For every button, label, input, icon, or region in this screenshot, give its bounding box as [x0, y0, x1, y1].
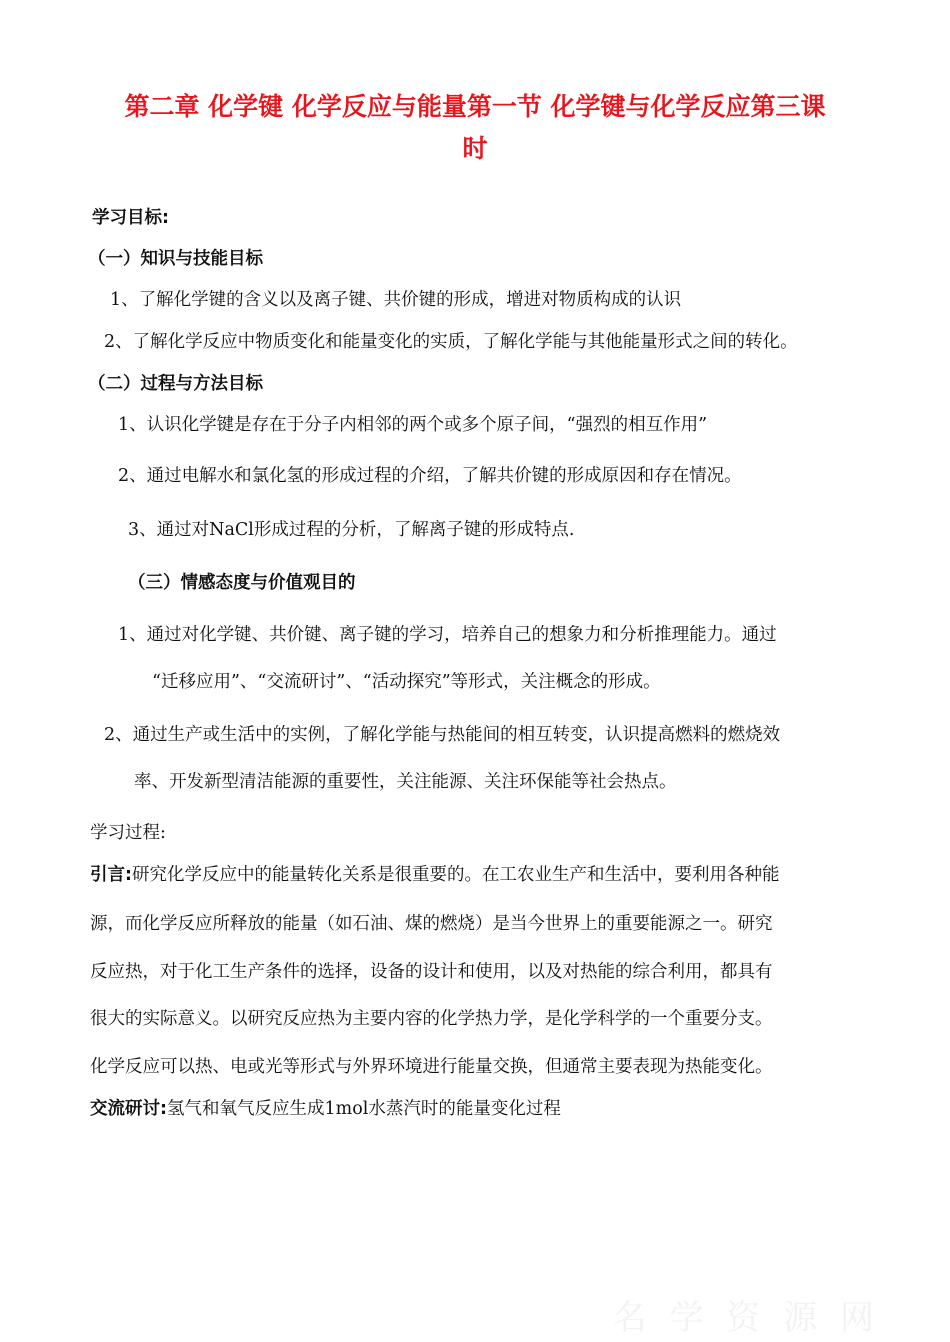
discussion-label: 交流研讨:	[90, 1099, 167, 1119]
intro-label: 引言:	[90, 865, 132, 885]
intro-paragraph-line-3: 反应热，对于化工生产条件的选择，设备的设计和使用，以及对热能的综合利用，都具有	[90, 962, 773, 982]
discussion-text: 氢气和氧气反应生成1mol水蒸汽时的能量变化过程	[167, 1099, 561, 1119]
s1-item-2: 2、了解化学反应中物质变化和能量变化的实质，了解化学能与其他能量形式之间的转化。	[104, 332, 798, 352]
intro-paragraph-line-1	[90, 862, 780, 888]
process-heading: 学习过程:	[90, 823, 166, 843]
s3-item-1-line-1: 1、通过对化学键、共价键、离子键的学习，培养自己的想象力和分析推理能力。通过	[118, 625, 777, 645]
section-2-heading: （二）过程与方法目标	[88, 374, 263, 394]
section-1-heading: （一）知识与技能目标	[88, 249, 263, 269]
title-line-2: 时	[462, 134, 488, 163]
document-title	[60, 86, 890, 170]
s3-item-2-line-2: 率、开发新型清洁能源的重要性，关注能源、关注环保能等社会热点。	[134, 772, 677, 792]
intro-paragraph-line-4: 很大的实际意义。以研究反应热为主要内容的化学热力学，是化学科学的一个重要分支。	[90, 1009, 773, 1029]
title-line-1: 第二章 化学键 化学反应与能量第一节 化学键与化学反应第三课	[124, 92, 826, 121]
discussion-line	[90, 1096, 561, 1122]
s2-item-3: 3、通过对NaCl形成过程的分析，了解离子键的形成特点.	[128, 520, 575, 540]
watermark: 名 学 资 源 网	[612, 1298, 880, 1338]
s3-item-1-line-2: “迁移应用”、“交流研讨”、“活动探究”等形式，关注概念的形成。	[152, 672, 661, 692]
section-3-heading: （三）情感态度与价值观目的	[128, 573, 356, 593]
intro-text-1: 研究化学反应中的能量转化关系是很重要的。在工农业生产和生活中，要利用各种能	[132, 865, 780, 885]
s2-item-1: 1、认识化学键是存在于分子内相邻的两个或多个原子间，“强烈的相互作用”	[118, 415, 708, 435]
intro-paragraph-line-2: 源，而化学反应所释放的能量（如石油、煤的燃烧）是当今世界上的重要能源之一。研究	[90, 914, 773, 934]
s2-item-2: 2、通过电解水和氯化氢的形成过程的介绍，了解共价键的形成原因和存在情况。	[118, 466, 742, 486]
s3-item-2-line-1: 2、通过生产或生活中的实例，了解化学能与热能间的相互转变，认识提高燃料的燃烧效	[104, 725, 781, 745]
objectives-heading: 学习目标:	[92, 208, 169, 228]
s1-item-1: 1、了解化学键的含义以及离子键、共价键的形成，增进对物质构成的认识	[110, 290, 682, 310]
intro-paragraph-line-5: 化学反应可以热、电或光等形式与外界环境进行能量交换，但通常主要表现为热能变化。	[90, 1057, 773, 1077]
